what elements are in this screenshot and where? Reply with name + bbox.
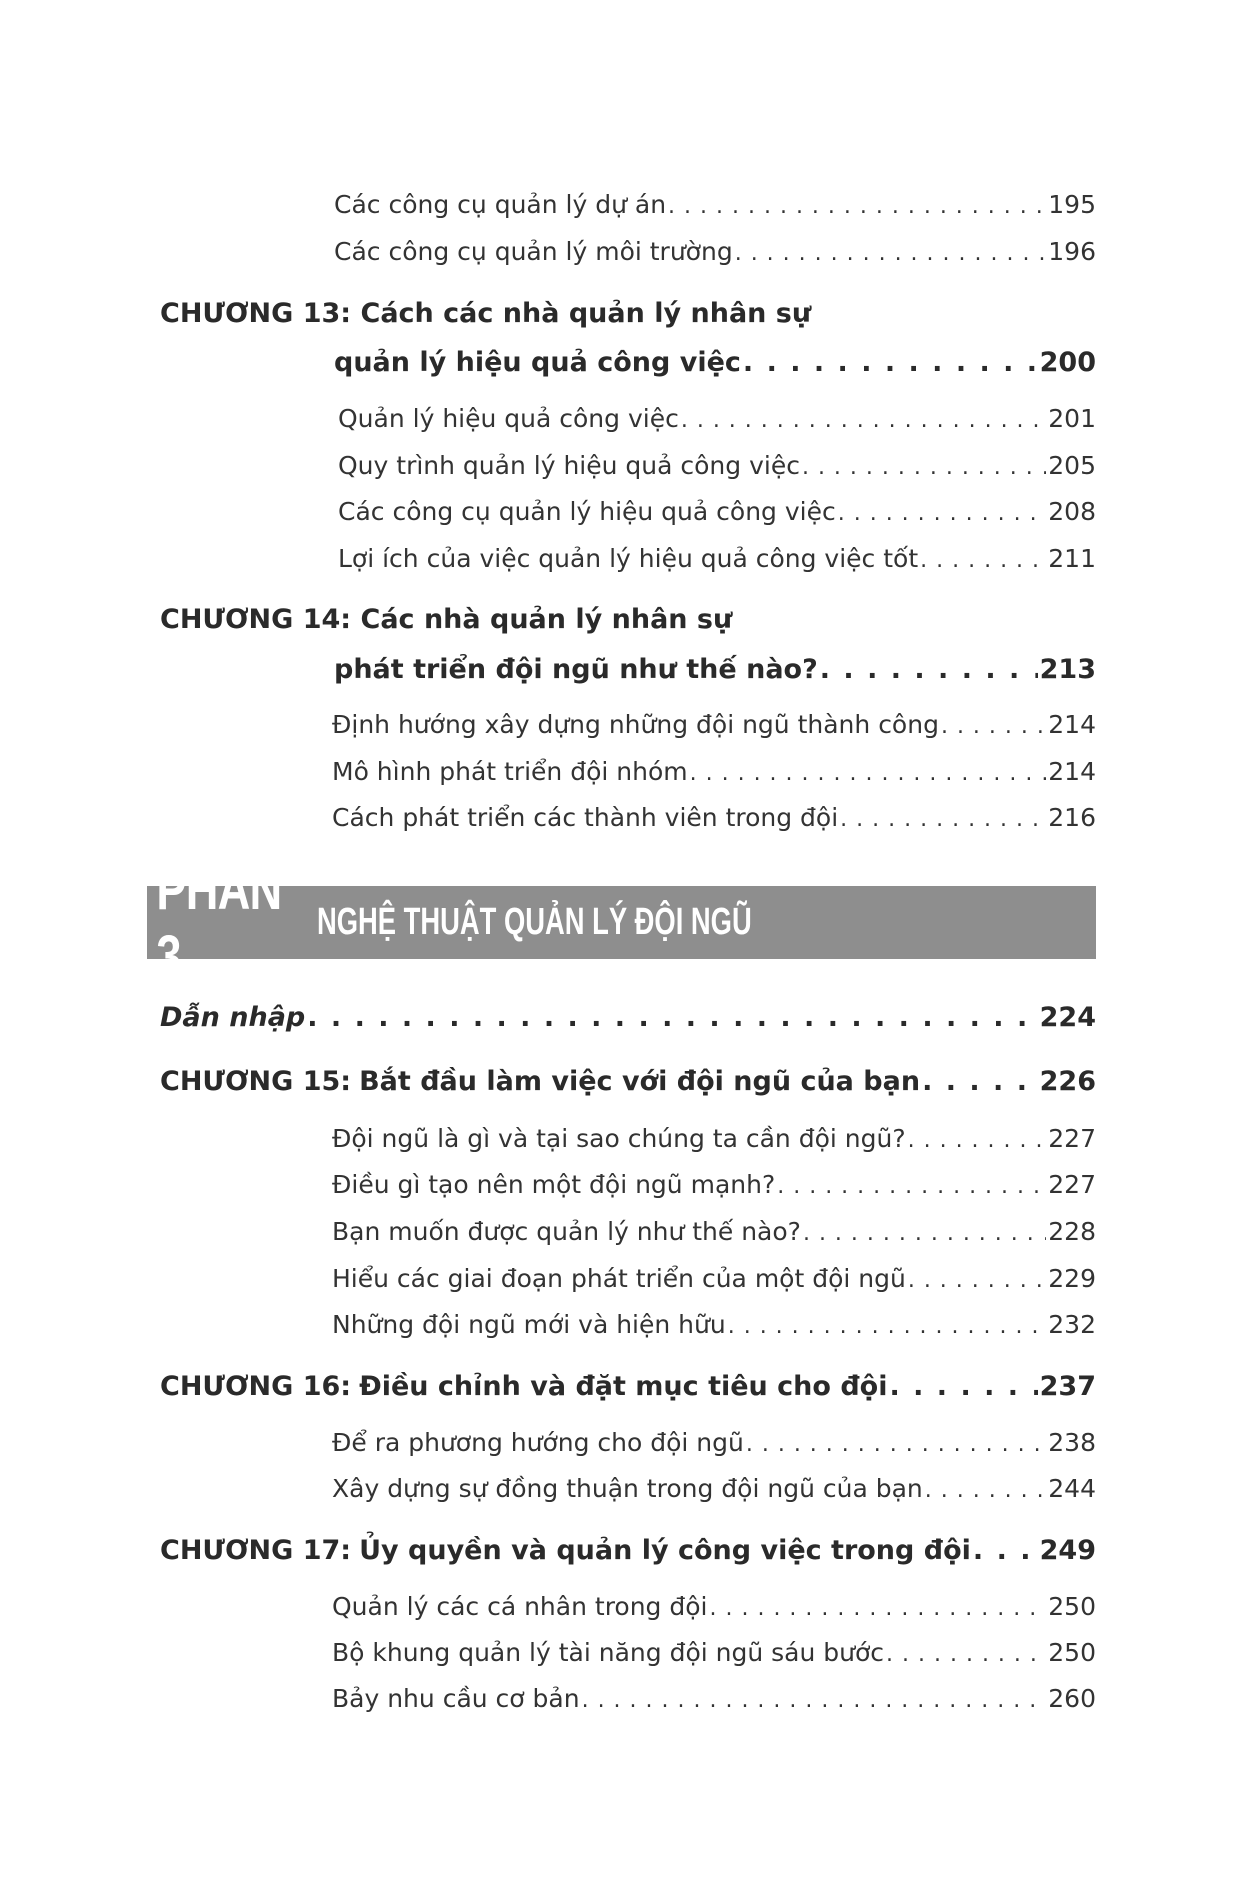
toc-entry bbox=[338, 404, 1096, 433]
toc-entry bbox=[332, 1428, 1096, 1457]
chapter-heading bbox=[160, 298, 811, 329]
leader-dots bbox=[690, 761, 1047, 786]
toc-entry-title: Bảy nhu cầu cơ bản bbox=[332, 1684, 580, 1713]
chapter-label: CHƯƠNG 14: bbox=[160, 604, 352, 635]
toc-entry-page: 227 bbox=[1048, 1170, 1096, 1199]
chapter-heading bbox=[160, 1066, 1096, 1097]
toc-entry-page: 250 bbox=[1048, 1592, 1096, 1621]
toc-entry bbox=[332, 1474, 1096, 1503]
toc-entry-page: 250 bbox=[1048, 1638, 1096, 1667]
toc-entry-title: Cách phát triển các thành viên trong đội bbox=[332, 803, 839, 832]
toc-entry bbox=[332, 1170, 1096, 1199]
toc-entry-title: Những đội ngũ mới và hiện hữu bbox=[332, 1310, 726, 1339]
leader-dots bbox=[582, 1688, 1047, 1713]
toc-entry-title: Quản lý hiệu quả công việc bbox=[338, 404, 679, 433]
toc-entry-title: Để ra phương hướng cho đội ngũ bbox=[332, 1428, 744, 1457]
chapter-page: 237 bbox=[1039, 1371, 1096, 1402]
toc-entry-page: 201 bbox=[1048, 404, 1096, 433]
chapter-page: 249 bbox=[1039, 1535, 1096, 1566]
part-banner bbox=[147, 856, 1096, 989]
leader-dots bbox=[886, 1642, 1046, 1667]
toc-entry bbox=[332, 757, 1096, 786]
toc-entry-page: 228 bbox=[1048, 1217, 1096, 1246]
leader-dots bbox=[307, 1002, 1037, 1033]
toc-entry-title: Điều gì tạo nên một đội ngũ mạnh? bbox=[332, 1170, 776, 1199]
toc-entry-page: 260 bbox=[1048, 1684, 1096, 1713]
leader-dots bbox=[668, 194, 1046, 219]
chapter-page: 226 bbox=[1039, 1066, 1096, 1097]
toc-entry-page: 244 bbox=[1048, 1474, 1096, 1503]
chapter-title-line bbox=[334, 347, 1096, 378]
toc-entry bbox=[332, 710, 1096, 739]
toc-entry-title: Các công cụ quản lý hiệu quả công việc bbox=[338, 497, 836, 526]
toc-entry bbox=[338, 497, 1096, 526]
toc-entry bbox=[334, 190, 1096, 219]
chapter-title: Bắt đầu làm việc với đội ngũ của bạn bbox=[359, 1066, 921, 1097]
leader-dots bbox=[838, 501, 1047, 526]
chapter-heading bbox=[160, 1371, 1096, 1402]
chapter-heading bbox=[160, 1535, 1096, 1566]
leader-dots bbox=[920, 548, 1046, 573]
leader-dots bbox=[681, 408, 1046, 433]
toc-entry-page: 232 bbox=[1048, 1310, 1096, 1339]
leader-dots bbox=[941, 714, 1046, 739]
toc-entry bbox=[332, 1264, 1096, 1293]
chapter-title-line bbox=[334, 654, 1096, 685]
toc-entry bbox=[332, 1124, 1096, 1153]
leader-dots bbox=[735, 241, 1047, 266]
leader-dots bbox=[746, 1432, 1046, 1457]
toc-entry bbox=[332, 1217, 1096, 1246]
toc-entry-page: 211 bbox=[1048, 544, 1096, 573]
toc-entry-title: Hiểu các giai đoạn phát triển của một đội ngũ bbox=[332, 1264, 906, 1293]
chapter-label: CHƯƠNG 15: bbox=[160, 1066, 352, 1097]
chapter-heading bbox=[160, 604, 732, 635]
leader-dots bbox=[973, 1535, 1038, 1566]
chapter-page: 200 bbox=[1039, 347, 1096, 378]
toc-entry bbox=[338, 544, 1096, 573]
toc-entry-title: Bạn muốn được quản lý như thế nào? bbox=[332, 1217, 801, 1246]
toc-entry-page: 195 bbox=[1048, 190, 1096, 219]
toc-entry bbox=[332, 1684, 1096, 1713]
part-title: NGHỆ THUẬT QUẢN LÝ ĐỘI NGŨ bbox=[317, 901, 752, 943]
toc-entry-title: Mô hình phát triển đội nhóm bbox=[332, 757, 688, 786]
chapter-page: 213 bbox=[1039, 654, 1096, 685]
toc-entry-page: 196 bbox=[1048, 237, 1096, 266]
toc-entry-page: 205 bbox=[1048, 451, 1096, 480]
leader-dots bbox=[743, 347, 1038, 378]
toc-entry-title: Lợi ích của việc quản lý hiệu quả công việc tốt bbox=[338, 544, 919, 573]
toc-entry-title: Các công cụ quản lý dự án bbox=[334, 190, 667, 219]
toc-entry-title: Quản lý các cá nhân trong đội bbox=[332, 1592, 708, 1621]
toc-entry-title: Quy trình quản lý hiệu quả công việc bbox=[338, 451, 800, 480]
chapter-title: quản lý hiệu quả công việc bbox=[334, 347, 741, 378]
toc-entry bbox=[332, 803, 1096, 832]
toc-entry-page: 229 bbox=[1048, 1264, 1096, 1293]
toc-entry-page: 214 bbox=[1048, 757, 1096, 786]
toc-entry-title: Đội ngũ là gì và tại sao chúng ta cần đội ngũ? bbox=[332, 1124, 906, 1153]
toc-entry-title: Bộ khung quản lý tài năng đội ngũ sáu bước bbox=[332, 1638, 885, 1667]
toc-entry-title: Các công cụ quản lý môi trường bbox=[334, 237, 733, 266]
leader-dots bbox=[820, 654, 1038, 685]
chapter-title: Các nhà quản lý nhân sự bbox=[360, 604, 733, 635]
toc-entry-page: 227 bbox=[1048, 1124, 1096, 1153]
leader-dots bbox=[922, 1066, 1038, 1097]
leader-dots bbox=[802, 455, 1046, 480]
chapter-label: CHƯƠNG 13: bbox=[160, 298, 352, 329]
chapter-title: Điều chỉnh và đặt mục tiêu cho đội bbox=[359, 1371, 888, 1402]
intro-title: Dẫn nhập bbox=[160, 1002, 306, 1033]
chapter-label: CHƯƠNG 16: bbox=[160, 1371, 352, 1402]
toc-entry bbox=[334, 237, 1096, 266]
toc-entry bbox=[332, 1592, 1096, 1621]
toc-entry-page: 208 bbox=[1048, 497, 1096, 526]
toc-entry-page: 238 bbox=[1048, 1428, 1096, 1457]
part-number: PHẦN 3 bbox=[156, 856, 282, 989]
toc-entry-title: Định hướng xây dựng những đội ngũ thành công bbox=[332, 710, 939, 739]
toc-entry bbox=[338, 451, 1096, 480]
leader-dots bbox=[840, 807, 1046, 832]
leader-dots bbox=[728, 1314, 1047, 1339]
toc-entry bbox=[332, 1638, 1096, 1667]
intro-page: 224 bbox=[1039, 1002, 1096, 1033]
leader-dots bbox=[889, 1371, 1037, 1402]
chapter-label: CHƯƠNG 17: bbox=[160, 1535, 352, 1566]
leader-dots bbox=[710, 1596, 1047, 1621]
chapter-title: phát triển đội ngũ như thế nào? bbox=[334, 654, 818, 685]
chapter-title: Ủy quyền và quản lý công việc trong đội bbox=[359, 1535, 971, 1566]
leader-dots bbox=[908, 1268, 1046, 1293]
intro-entry bbox=[160, 1002, 1096, 1033]
chapter-title: Cách các nhà quản lý nhân sự bbox=[360, 298, 812, 329]
toc-entry-title: Xây dựng sự đồng thuận trong đội ngũ của bạn bbox=[332, 1474, 923, 1503]
toc-entry bbox=[332, 1310, 1096, 1339]
toc-entry-page: 214 bbox=[1048, 710, 1096, 739]
leader-dots bbox=[925, 1478, 1047, 1503]
leader-dots bbox=[777, 1174, 1046, 1199]
leader-dots bbox=[908, 1128, 1047, 1153]
leader-dots bbox=[803, 1221, 1046, 1246]
toc-entry-page: 216 bbox=[1048, 803, 1096, 832]
